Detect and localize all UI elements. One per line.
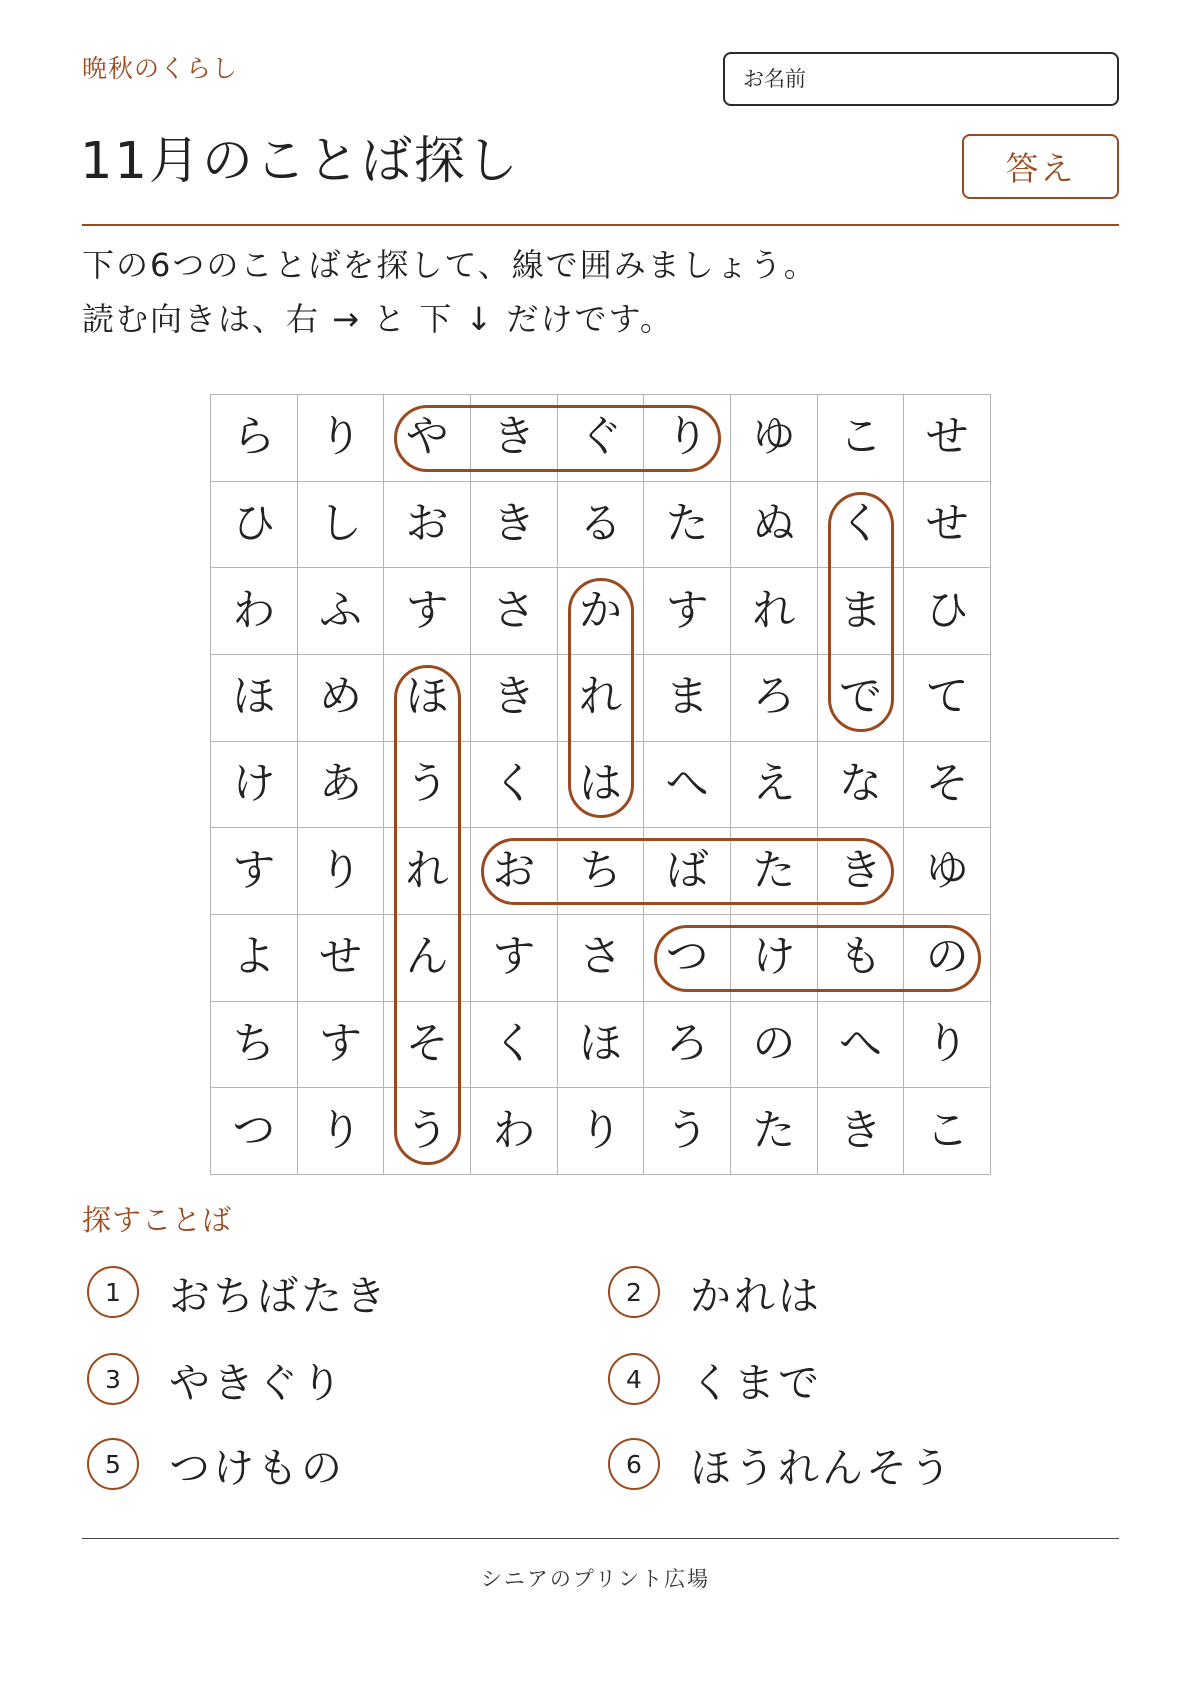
- word-list-item: [608, 1353, 822, 1405]
- grid-cell: わ: [471, 1088, 558, 1175]
- grid-cell: り: [298, 1088, 385, 1175]
- grid-cell: ひ: [211, 482, 298, 569]
- word-text: くまで: [690, 1358, 822, 1407]
- grid-cell: き: [818, 828, 905, 915]
- grid-cell: う: [384, 1088, 471, 1175]
- grid-cell: お: [384, 482, 471, 569]
- grid-cell: ぬ: [731, 482, 818, 569]
- word-text: つけもの: [169, 1443, 345, 1492]
- grid-cell: そ: [384, 1002, 471, 1089]
- grid-cell: せ: [298, 915, 385, 1002]
- instruction-line: 下の6つのことばを探して、線で囲みましょう。: [82, 246, 818, 284]
- instructions: [82, 238, 818, 346]
- grid-cell: れ: [384, 828, 471, 915]
- word-list-item: [87, 1438, 345, 1490]
- grid-cell: う: [644, 1088, 731, 1175]
- grid-cell: ん: [384, 915, 471, 1002]
- grid-cell: こ: [904, 1088, 991, 1175]
- category-label: 晩秋のくらし: [82, 54, 239, 83]
- grid-cell: の: [904, 915, 991, 1002]
- grid-cell: け: [731, 915, 818, 1002]
- grid-cell: ほ: [384, 655, 471, 742]
- word-text: おちばたき: [169, 1271, 389, 1320]
- grid-cell: た: [644, 482, 731, 569]
- grid-cell: こ: [818, 395, 905, 482]
- footer-site-name: シニアのプリント広場: [480, 1567, 711, 1591]
- grid-cell: ろ: [731, 655, 818, 742]
- word-number-badge: 2: [608, 1266, 660, 1318]
- grid-cell: り: [904, 1002, 991, 1089]
- grid-cell: り: [644, 395, 731, 482]
- grid-cell: り: [558, 1088, 645, 1175]
- name-field[interactable]: [723, 52, 1119, 106]
- grid-cell: も: [818, 915, 905, 1002]
- grid-cell: ち: [558, 828, 645, 915]
- grid-cell: せ: [904, 395, 991, 482]
- grid-cell: や: [384, 395, 471, 482]
- grid-cell: ふ: [298, 568, 385, 655]
- grid-cell: き: [471, 655, 558, 742]
- grid-cell: ら: [211, 395, 298, 482]
- footer-divider: [82, 1538, 1119, 1539]
- instruction-line: 読む向きは、右 → と 下 ↓ だけです。: [82, 300, 674, 338]
- grid-cell: ば: [644, 828, 731, 915]
- grid-cell: へ: [818, 1002, 905, 1089]
- word-text: ほうれんそう: [690, 1443, 954, 1492]
- word-number-badge: 5: [87, 1438, 139, 1490]
- word-list-item: [87, 1353, 345, 1405]
- grid-cell: つ: [644, 915, 731, 1002]
- word-text: やきぐり: [169, 1358, 345, 1407]
- grid-cell: す: [298, 1002, 385, 1089]
- word-list-item: [608, 1266, 822, 1318]
- grid-cell: き: [471, 482, 558, 569]
- grid-cell: わ: [211, 568, 298, 655]
- grid-cell: か: [558, 568, 645, 655]
- word-list-item: [608, 1438, 954, 1490]
- grid-cell: つ: [211, 1088, 298, 1175]
- answer-button[interactable]: 答え: [962, 134, 1119, 199]
- grid-cell: く: [471, 742, 558, 829]
- grid-cell: ほ: [558, 1002, 645, 1089]
- letter-grid: [210, 394, 991, 1175]
- grid-cell: き: [818, 1088, 905, 1175]
- grid-cell: ひ: [904, 568, 991, 655]
- grid-cell: え: [731, 742, 818, 829]
- header-divider: [82, 224, 1119, 226]
- grid-cell: ゆ: [904, 828, 991, 915]
- word-list-label: 探すことば: [82, 1203, 233, 1237]
- grid-cell: れ: [558, 655, 645, 742]
- word-number-badge: 3: [87, 1353, 139, 1405]
- grid-cell: れ: [731, 568, 818, 655]
- word-number-badge: 1: [87, 1266, 139, 1318]
- grid-cell: で: [818, 655, 905, 742]
- word-list-item: [87, 1266, 389, 1318]
- grid-cell: さ: [471, 568, 558, 655]
- grid-cell: す: [211, 828, 298, 915]
- grid-cell: め: [298, 655, 385, 742]
- grid-cell: し: [298, 482, 385, 569]
- grid-cell: き: [471, 395, 558, 482]
- grid-cell: す: [471, 915, 558, 1002]
- grid-cell: す: [384, 568, 471, 655]
- grid-cell: う: [384, 742, 471, 829]
- word-number-badge: 4: [608, 1353, 660, 1405]
- word-text: かれは: [690, 1271, 822, 1320]
- grid-cell: す: [644, 568, 731, 655]
- grid-cell: く: [471, 1002, 558, 1089]
- grid-cell: ゆ: [731, 395, 818, 482]
- grid-cell: り: [298, 828, 385, 915]
- grid-cell: る: [558, 482, 645, 569]
- grid-cell: た: [731, 828, 818, 915]
- page-title: 11月のことば探し: [80, 132, 520, 191]
- grid-cell: ま: [644, 655, 731, 742]
- word-number-badge: 6: [608, 1438, 660, 1490]
- grid-cell: ろ: [644, 1002, 731, 1089]
- grid-cell: の: [731, 1002, 818, 1089]
- grid-cell: り: [298, 395, 385, 482]
- grid-cell: ま: [818, 568, 905, 655]
- grid-cell: あ: [298, 742, 385, 829]
- grid-cell: ち: [211, 1002, 298, 1089]
- grid-cell: け: [211, 742, 298, 829]
- grid-cell: お: [471, 828, 558, 915]
- grid-cell: そ: [904, 742, 991, 829]
- grid-cell: た: [731, 1088, 818, 1175]
- grid-cell: へ: [644, 742, 731, 829]
- grid-cell: せ: [904, 482, 991, 569]
- grid-cell: は: [558, 742, 645, 829]
- grid-cell: て: [904, 655, 991, 742]
- grid-cell: さ: [558, 915, 645, 1002]
- grid-cell: く: [818, 482, 905, 569]
- grid-cell: ぐ: [558, 395, 645, 482]
- grid-cell: よ: [211, 915, 298, 1002]
- grid-cell: ほ: [211, 655, 298, 742]
- grid-cell: な: [818, 742, 905, 829]
